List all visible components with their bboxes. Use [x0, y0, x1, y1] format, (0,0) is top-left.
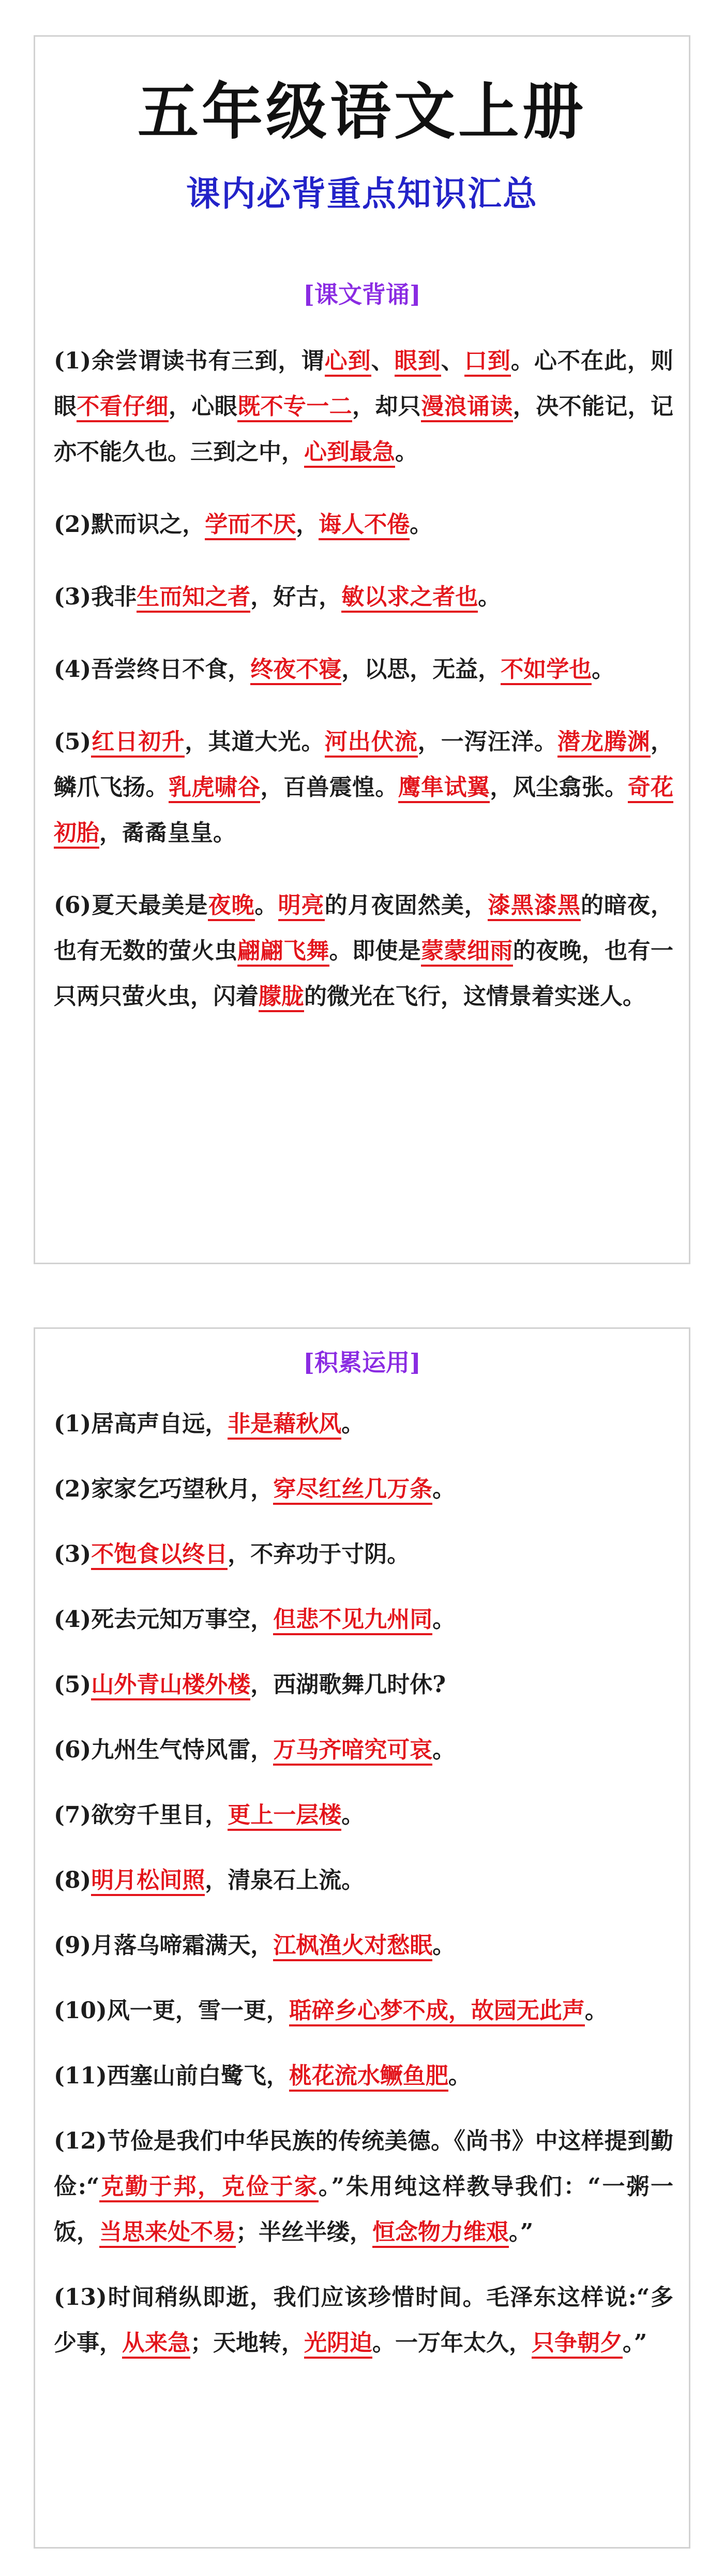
- recitation-list: [35, 338, 689, 1019]
- accumulation-card: [34, 1327, 690, 2549]
- highlighted-answer: 朦胧: [259, 983, 304, 1012]
- item-text: ；天地转，: [190, 2330, 304, 2356]
- highlighted-answer: 漆黑漆黑: [488, 892, 581, 921]
- item-text: ，百兽震惶。: [260, 774, 398, 801]
- highlighted-answer: 既不专一二: [237, 393, 352, 422]
- recitation-card: [34, 35, 690, 1264]
- list-item: [54, 1793, 673, 1838]
- item-text: (6)夏天最美是: [54, 892, 208, 919]
- item-text: 。: [432, 1606, 456, 1633]
- item-text: ，以思，无益，: [341, 656, 501, 683]
- list-item: [54, 1923, 673, 1968]
- item-text: (7)欲穷千里目，: [54, 1802, 228, 1828]
- highlighted-answer: 明亮: [278, 892, 325, 921]
- list-item: [54, 1597, 673, 1642]
- list-item: [54, 1727, 673, 1773]
- page-subtitle: 课内必背重点知识汇总: [186, 173, 538, 214]
- highlighted-answer: 不如学也: [501, 656, 592, 685]
- item-text: ，西湖歌舞几时休?: [250, 1671, 446, 1698]
- item-text: 。: [432, 1932, 456, 1959]
- item-text: ，其道大光。: [185, 729, 325, 755]
- list-item: [54, 2053, 673, 2099]
- item-text: ，却只: [352, 393, 421, 420]
- highlighted-answer: 只争朝夕: [532, 2330, 623, 2359]
- item-text: 的月夜固然美，: [324, 892, 488, 919]
- item-text: 。”: [509, 2219, 534, 2245]
- item-text: 。: [254, 892, 278, 919]
- highlighted-answer: 心到: [325, 348, 371, 377]
- highlighted-answer: 聒碎乡心梦不成，故园无此声: [289, 1997, 585, 2026]
- item-text: 的微光在飞行，这情景着实迷人。: [304, 983, 645, 1010]
- highlighted-answer: 翩翩飞舞: [237, 938, 329, 967]
- highlighted-answer: 不看仔细: [77, 393, 169, 422]
- item-text: (4)吾尝终日不食，: [54, 656, 251, 683]
- list-item: [54, 2275, 673, 2366]
- highlighted-answer: 心到最急: [304, 439, 395, 468]
- item-text: 。”: [623, 2330, 647, 2356]
- list-item: [54, 1988, 673, 2034]
- list-item: [54, 1532, 673, 1577]
- highlighted-answer: 万马齐喑究可哀: [273, 1737, 432, 1766]
- item-text: ，不弃功于寸阴。: [228, 1541, 410, 1567]
- highlighted-answer: 克勤于邦，克俭于家: [99, 2173, 319, 2202]
- item-text: 。: [341, 1802, 365, 1828]
- list-item: [54, 1858, 673, 1903]
- item-text: 、: [441, 348, 464, 374]
- item-text: 。: [395, 439, 418, 465]
- highlighted-answer: 光阴迫: [304, 2330, 372, 2359]
- highlighted-answer: 河出伏流: [325, 729, 418, 758]
- highlighted-answer: 更上一层楼: [228, 1802, 341, 1831]
- list-item: [54, 502, 673, 547]
- item-text: 。一万年太久，: [372, 2330, 532, 2356]
- highlighted-answer: 红日初升: [91, 729, 185, 758]
- item-text: ，决不能记，记亦不能久也。三到之中，: [54, 393, 674, 465]
- item-text: 的夜晚，也有一只两只萤火虫，闪着: [54, 938, 674, 1010]
- item-text: 。: [432, 1476, 456, 1502]
- highlighted-answer: 但悲不见九州同: [273, 1606, 432, 1635]
- list-item: [54, 883, 673, 1019]
- list-item: [54, 719, 673, 856]
- list-item: [54, 647, 673, 692]
- item-text: 。”朱用纯这样教导我们：“一粥一饭，: [54, 2173, 673, 2245]
- highlighted-answer: 明月松间照: [91, 1867, 205, 1896]
- item-text: (4)死去元知万事空，: [54, 1606, 274, 1633]
- highlighted-answer: 江枫渔火对愁眠: [273, 1932, 432, 1961]
- page-title: 五年级语文上册: [137, 76, 586, 147]
- item-text: (5): [54, 729, 92, 755]
- list-item: [54, 1662, 673, 1708]
- list-item: [54, 1467, 673, 1512]
- list-item: [54, 574, 673, 620]
- highlighted-answer: 奇花初胎: [54, 774, 673, 849]
- highlighted-answer: 穿尽红丝几万条: [273, 1476, 432, 1505]
- list-item: [54, 2119, 673, 2255]
- highlighted-answer: 乳虎啸谷: [169, 774, 261, 803]
- highlighted-answer: 桃花流水鳜鱼肥: [289, 2063, 448, 2092]
- highlighted-answer: 漫浪诵读: [421, 393, 513, 422]
- accumulation-list: [35, 1401, 689, 2366]
- item-text: 。: [341, 1411, 365, 1437]
- highlighted-answer: 从来急: [122, 2330, 190, 2359]
- item-text: 、: [371, 348, 395, 374]
- item-text: (1)居高声自远，: [54, 1411, 228, 1437]
- item-text: 。: [410, 511, 433, 538]
- highlighted-answer: 学而不厌: [205, 511, 296, 540]
- item-text: 。: [478, 584, 501, 610]
- item-text: ，清泉石上流。: [205, 1867, 365, 1893]
- item-text: 。: [432, 1737, 456, 1763]
- highlighted-answer: 蒙蒙细雨: [421, 938, 513, 967]
- highlighted-answer: 终夜不寝: [250, 656, 341, 685]
- item-text: (2)家家乞巧望秋月，: [54, 1476, 274, 1502]
- highlighted-answer: 当思来处不易: [99, 2219, 236, 2248]
- item-text: (3)我非: [54, 584, 137, 610]
- item-text: 。即使是: [329, 938, 421, 964]
- item-text: 。: [448, 2063, 471, 2089]
- highlighted-answer: 潜龙腾渊: [557, 729, 651, 758]
- item-text: 。: [592, 656, 615, 683]
- list-item: [54, 1401, 673, 1447]
- item-text: (8): [54, 1867, 92, 1893]
- item-text: ，一泻汪洋。: [417, 729, 557, 755]
- item-text: (1)余尝谓读书有三到，谓: [54, 348, 325, 374]
- highlighted-answer: 诲人不倦: [319, 511, 410, 540]
- section-title-accumulation: [积累运用]: [303, 1349, 421, 1376]
- item-text: ，风尘翕张。: [490, 774, 628, 801]
- item-text: ；半丝半缕，: [236, 2219, 372, 2245]
- item-text: 。心不在此，则眼: [54, 348, 674, 420]
- highlighted-answer: 口到: [464, 348, 511, 377]
- item-text: 。: [584, 1997, 608, 2024]
- item-text: ，鳞爪飞扬。: [54, 729, 674, 801]
- item-text: (3): [54, 1541, 92, 1567]
- item-text: ，矞矞皇皇。: [99, 820, 236, 846]
- list-item: [54, 338, 673, 475]
- item-text: (10)风一更，雪一更，: [54, 1997, 289, 2024]
- highlighted-answer: 恒念物力维艰: [372, 2219, 509, 2248]
- highlighted-answer: 生而知之者: [137, 584, 250, 613]
- highlighted-answer: 鹰隼试翼: [398, 774, 490, 803]
- highlighted-answer: 不饱食以终日: [91, 1541, 228, 1570]
- highlighted-answer: 敏以求之者也: [341, 584, 478, 613]
- item-text: (6)九州生气恃风雷，: [54, 1737, 274, 1763]
- item-text: 的暗夜，也有无数的萤火虫: [54, 892, 674, 964]
- item-text: (9)月落乌啼霜满天，: [54, 1932, 274, 1959]
- highlighted-answer: 夜晚: [208, 892, 254, 921]
- item-text: ，好古，: [250, 584, 342, 610]
- highlighted-answer: 非是藉秋风: [228, 1411, 341, 1440]
- item-text: (5): [54, 1671, 92, 1698]
- highlighted-answer: 山外青山楼外楼: [91, 1671, 250, 1700]
- item-text: ，心眼: [168, 393, 238, 420]
- item-text: (11)西塞山前白鹭飞，: [54, 2063, 289, 2089]
- highlighted-answer: 眼到: [395, 348, 441, 377]
- item-text: ，: [296, 511, 319, 538]
- item-text: (2)默而识之，: [54, 511, 205, 538]
- item-text: (12)节俭是我们中华民族的传统美德。《尚书》中这样提到勤俭:“: [54, 2128, 673, 2200]
- item-text: (13)时间稍纵即逝，我们应该珍惜时间。毛泽东这样说:“多少事，: [54, 2284, 673, 2356]
- section-title-recitation: [课文背诵]: [303, 280, 421, 308]
